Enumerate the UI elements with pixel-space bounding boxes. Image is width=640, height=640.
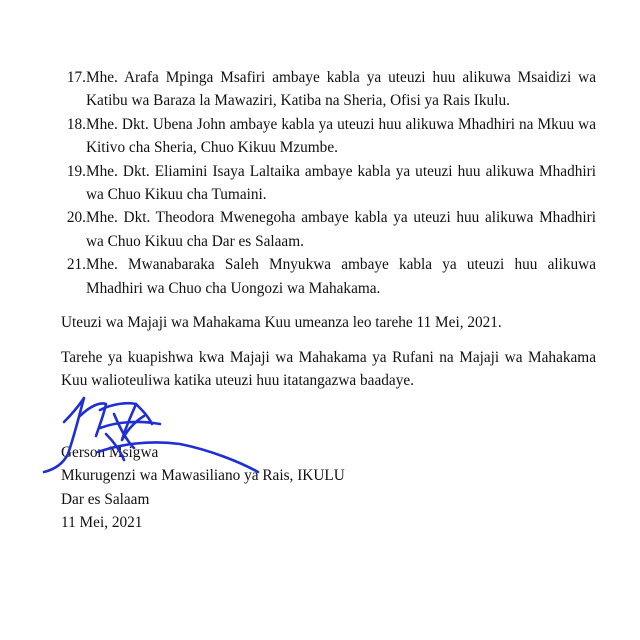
item-text: Mhe. Dkt. Ubena John ambaye kabla ya uteuzi huu alikuwa Mhadhiri na Mkuu wa Kitivo cha Sheria, Chuo Kikuu Mzumbe. [86, 115, 596, 157]
item-text: Mhe. Dkt. Eliamini Isaya Laltaika ambaye kabla ya uteuzi huu alikuwa Mhadhiri wa Chuo Kikuu cha Tumaini. [86, 162, 596, 204]
item-text: Mhe. Mwanabaraka Saleh Mnyukwa ambaye kabla ya uteuzi huu alikuwa Mhadhiri wa Chuo cha Uongozi wa Mahakama. [86, 256, 596, 297]
item-text: Mhe. Arafa Mpinga Msafiri ambaye kabla ya uteuzi huu alikuwa Msaidizi wa Katibu wa Baraza la Mawaziri, Katiba na Sheria, Ofisi ya Rais Ikulu. [86, 69, 596, 110]
item-number: 17. [66, 69, 86, 86]
swearing-in-paragraph: Tarehe ya kuapishwa kwa Majaji wa Mahakama ya Rufani na Majaji wa Mahakama Kuu walioteuliwa katika uteuzi huu itatangazwa baadaye. [61, 349, 596, 390]
list-item [48, 206, 596, 253]
list-item [48, 113, 596, 160]
list-item [48, 160, 596, 207]
list-item [48, 253, 596, 300]
appointee-list [48, 66, 596, 300]
list-item [48, 66, 596, 113]
signatory-title: Mkurugenzi wa Mawasiliano ya Rais, IKULU [61, 467, 345, 485]
item-text: Mhe. Dkt. Theodora Mwenegoha ambaye kabla ya uteuzi huu alikuwa Mhadhiri wa Chuo Kikuu cha Dar es Salaam. [86, 209, 596, 250]
item-number: 18. [66, 115, 86, 133]
effective-date-paragraph: Uteuzi wa Majaji wa Mahakama Kuu umeanza leo tarehe 11 Mei, 2021. [61, 314, 502, 331]
signatory-name: Gerson Msigwa [61, 444, 159, 461]
signatory-date: 11 Mei, 2021 [61, 514, 143, 532]
signatory-block [61, 441, 345, 535]
item-number: 21. [66, 256, 86, 274]
item-number: 20. [66, 209, 86, 227]
signatory-place: Dar es Salaam [61, 490, 150, 508]
item-number: 19. [66, 162, 86, 180]
